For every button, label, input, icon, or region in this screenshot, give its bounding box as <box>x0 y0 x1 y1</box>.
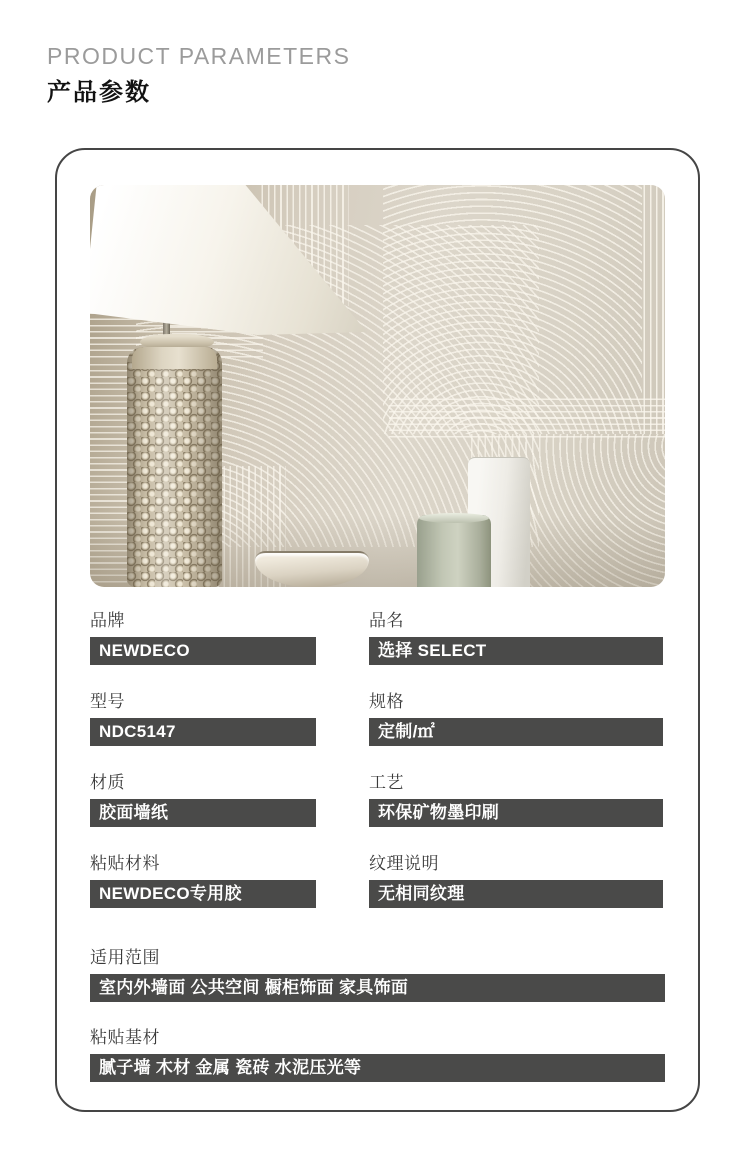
lamp-textured-base <box>127 347 222 587</box>
parameter-item-texture-note <box>369 855 663 908</box>
parameter-label: 工艺 <box>369 773 404 792</box>
green-vase-rim <box>419 513 489 523</box>
parameter-value-bar: 胶面墙纸 <box>90 799 316 827</box>
parameter-value-bar: 室内外墙面 公共空间 橱柜饰面 家具饰面 <box>90 974 665 1002</box>
parameter-item-craft <box>369 774 663 827</box>
parameter-item-product-name <box>369 612 663 665</box>
section-title-english: PRODUCT PARAMETERS <box>47 43 351 69</box>
parameter-label: 纹理说明 <box>369 854 439 873</box>
parameter-label: 适用范围 <box>90 948 160 967</box>
parameter-item-substrate <box>90 1029 665 1082</box>
parameter-value-bar: 环保矿物墨印刷 <box>369 799 663 827</box>
parameter-item-application-range <box>90 949 665 1002</box>
parameter-item-adhesive <box>90 855 316 908</box>
parameter-item-material <box>90 774 316 827</box>
parameter-value-bar: 定制/㎡ <box>369 718 663 746</box>
parameter-label: 粘贴基材 <box>90 1028 160 1047</box>
parameter-label: 品牌 <box>90 611 125 630</box>
green-vase <box>417 515 491 587</box>
parameter-label: 品名 <box>369 611 404 630</box>
parameter-item-specification <box>369 693 663 746</box>
parameter-grid <box>90 612 665 908</box>
parameter-label: 规格 <box>369 692 404 711</box>
section-title-chinese: 产品参数 <box>47 79 151 106</box>
product-photo <box>90 185 665 587</box>
parameter-value-bar: 选择 SELECT <box>369 637 663 665</box>
parameter-value-bar: NDC5147 <box>90 718 316 746</box>
parameters-card <box>55 148 700 1112</box>
parameter-label: 材质 <box>90 773 125 792</box>
parameter-item-model <box>90 693 316 746</box>
parameter-item-brand <box>90 612 316 665</box>
parameter-label: 粘贴材料 <box>90 854 160 873</box>
parameter-value-bar: 腻子墙 木材 金属 瓷砖 水泥压光等 <box>90 1054 665 1082</box>
parameter-value-bar: 无相同纹理 <box>369 880 663 908</box>
parameter-value-bar: NEWDECO专用胶 <box>90 880 316 908</box>
lamp-base-glazed-top <box>132 347 217 369</box>
parameter-value-bar: NEWDECO <box>90 637 316 665</box>
page-header <box>0 0 750 108</box>
parameter-label: 型号 <box>90 692 125 711</box>
